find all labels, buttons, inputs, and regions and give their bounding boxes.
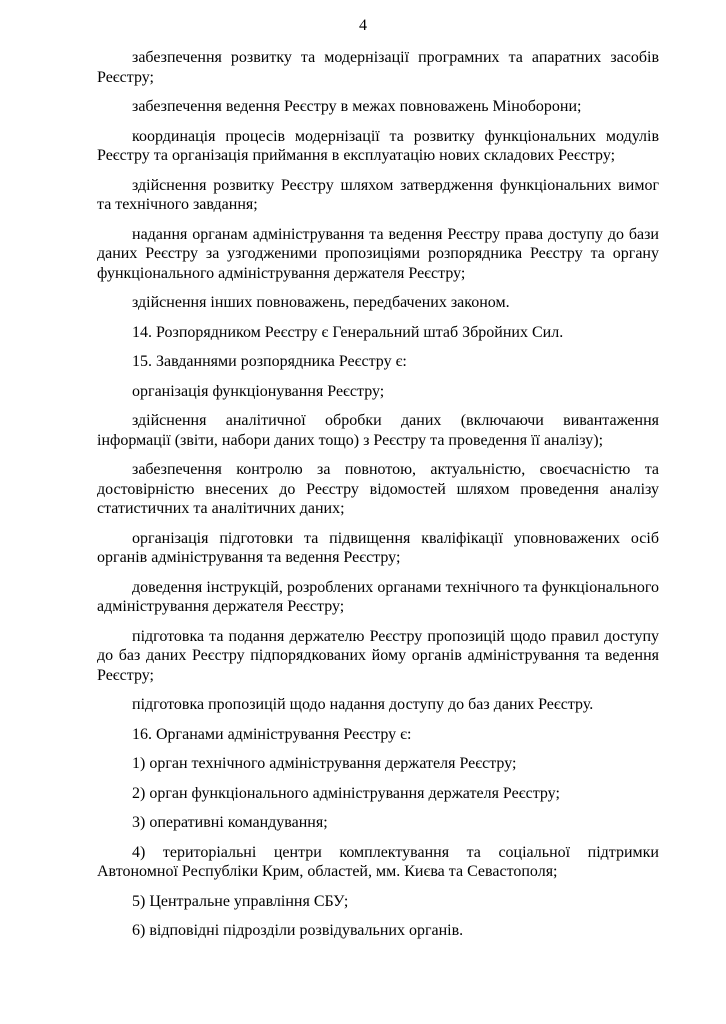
paragraph: здійснення розвитку Реєстру шляхом затвердження функціональних вимог та технічного завдання; (97, 176, 659, 213)
list-item: 4) територіальні центри комплектування та соціальної підтримки Автономної Республіки Крим, областей, мм. Києва та Севастополя; (97, 843, 659, 880)
paragraph: здійснення інших повноважень, передбачених законом. (132, 294, 510, 311)
list-item: 1) орган технічного адміністрування держателя Реєстру; (132, 755, 517, 772)
paragraph: організація функціонування Реєстру; (132, 382, 385, 400)
paragraph: доведення інструкцій, розроблених органами технічного та функціонального адміністрування держателя Реєстру; (97, 578, 659, 615)
list-item: 5) Центральне управління СБУ; (132, 892, 349, 910)
paragraph: здійснення аналітичної обробки даних (включаючи вивантаження інформації (звіти, набори даних тощо) з Реєстру та проведення її аналізу); (97, 412, 659, 449)
list-item: 6) відповідні підрозділи розвідувальних органів. (132, 922, 464, 939)
paragraph: координація процесів модернізації та розвитку функціональних модулів Реєстру та організація приймання в експлуатацію нових складових Реєстру; (97, 127, 659, 164)
page-number: 4 (359, 17, 367, 34)
paragraph-item-15: 15. Завданнями розпорядника Реєстру є: (132, 353, 407, 370)
paragraph: забезпечення ведення Реєстру в межах повноважень Міноборони; (132, 98, 582, 115)
paragraph: надання органам адміністрування та ведення Реєстру права доступу до бази даних Реєстру за узгодженими пропозиціями розпорядника Реєстру та органу функціонального адміністрування держателя Реєстру; (97, 225, 659, 282)
list-item: 2) орган функціонального адміністрування держателя Реєстру; (132, 784, 560, 802)
paragraph-item-16: 16. Органами адміністрування Реєстру є: (132, 725, 412, 743)
list-item: 3) оперативні командування; (132, 814, 328, 831)
paragraph: підготовка пропозицій щодо надання доступу до баз даних Реєстру. (132, 696, 594, 713)
paragraph: забезпечення розвитку та модернізації програмних та апаратних засобів Реєстру; (97, 49, 659, 86)
paragraph: підготовка та подання держателю Реєстру пропозицій щодо правил доступу до баз даних Реєстру підпорядкованих йому органів адміністрування та ведення Реєстру; (97, 627, 659, 684)
document-body (97, 48, 659, 951)
paragraph-item-14: 14. Розпорядником Реєстру є Генеральний штаб Збройних Сил. (132, 323, 564, 341)
paragraph: організація підготовки та підвищення кваліфікації уповноважених осіб органів адміністрування та ведення Реєстру; (97, 529, 659, 566)
paragraph: забезпечення контролю за повнотою, актуальністю, своєчасністю та достовірністю внесених до Реєстру відомостей шляхом проведення аналізу статистичних та аналітичних даних; (97, 461, 659, 517)
